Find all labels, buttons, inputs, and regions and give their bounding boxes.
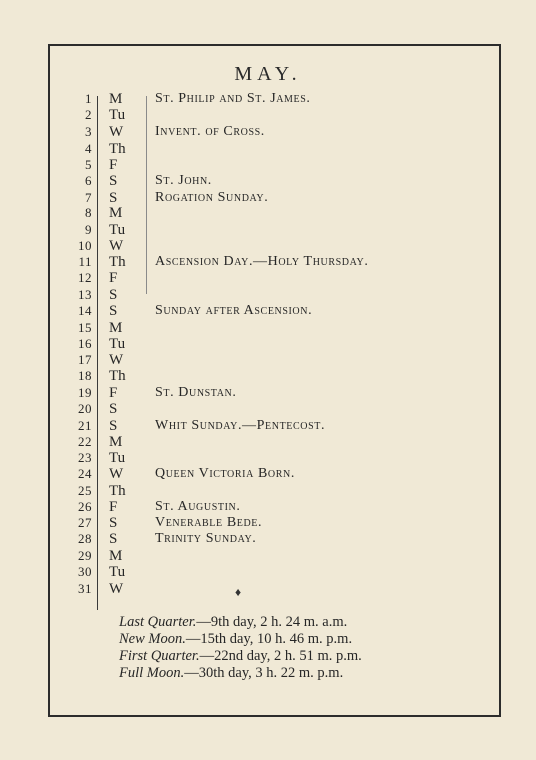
weekday: W — [109, 581, 124, 597]
weekday: Th — [109, 254, 126, 270]
moon-phase-line — [119, 614, 347, 631]
weekday: S — [109, 190, 118, 206]
calendar-row — [0, 581, 536, 597]
moon-phase-detail: —30th day, 3 h. 22 m. p.m. — [184, 665, 344, 681]
event-label: Ascension Day.—Holy Thursday. — [155, 254, 369, 269]
event-label: Invent. of Cross. — [155, 124, 265, 139]
calendar-row — [0, 418, 536, 434]
event-label: St. John. — [155, 173, 212, 188]
calendar-row — [0, 205, 536, 221]
calendar-row — [0, 303, 536, 319]
day-number: 26 — [78, 499, 92, 514]
weekday: Tu — [109, 107, 126, 123]
day-number: 1 — [85, 91, 92, 106]
calendar-row — [0, 548, 536, 564]
moon-phase-detail: —22nd day, 2 h. 51 m. p.m. — [199, 648, 362, 664]
weekday: Tu — [109, 564, 126, 580]
weekday: S — [109, 401, 118, 417]
day-number: 23 — [78, 450, 92, 465]
calendar-row — [0, 320, 536, 336]
day-number: 31 — [78, 581, 92, 596]
weekday: W — [109, 352, 124, 368]
calendar-row — [0, 336, 536, 352]
weekday: M — [109, 320, 123, 336]
moon-phase-line — [119, 631, 352, 648]
day-number: 7 — [85, 190, 92, 205]
month-title: MAY. — [234, 63, 302, 85]
event-label: Whit Sunday.—Pentecost. — [155, 418, 326, 433]
day-number: 5 — [85, 157, 92, 172]
weekday: W — [109, 466, 124, 482]
calendar-row — [0, 157, 536, 173]
day-number: 24 — [78, 466, 92, 481]
event-label: Sunday after Ascension. — [155, 303, 313, 318]
day-number: 21 — [78, 418, 92, 433]
weekday: W — [109, 238, 124, 254]
calendar-row — [0, 190, 536, 206]
day-number: 17 — [78, 352, 92, 367]
weekday: S — [109, 287, 118, 303]
day-number: 2 — [85, 107, 92, 122]
moon-phase-name: Full Moon. — [119, 665, 185, 681]
weekday: M — [109, 205, 123, 221]
calendar-row — [0, 238, 536, 254]
moon-phase-name: Last Quarter. — [119, 614, 197, 630]
weekday: F — [109, 270, 118, 286]
calendar-row — [0, 287, 536, 303]
day-number: 9 — [85, 222, 92, 237]
calendar-row — [0, 222, 536, 238]
calendar-row — [0, 254, 536, 270]
day-number: 27 — [78, 515, 92, 530]
day-number: 16 — [78, 336, 92, 351]
calendar-row — [0, 401, 536, 417]
calendar-row — [0, 141, 536, 157]
weekday: F — [109, 157, 118, 173]
calendar-row — [0, 270, 536, 286]
day-number: 18 — [78, 368, 92, 383]
day-number: 29 — [78, 548, 92, 563]
day-number: 4 — [85, 141, 92, 156]
calendar-row — [0, 91, 536, 107]
moon-phase-name: First Quarter. — [119, 648, 200, 664]
calendar-row — [0, 483, 536, 499]
day-number: 13 — [78, 287, 92, 302]
calendar-row — [0, 124, 536, 140]
event-label: Rogation Sunday. — [155, 190, 269, 205]
day-number: 6 — [85, 173, 92, 188]
calendar-row — [0, 450, 536, 466]
day-number: 14 — [78, 303, 92, 318]
calendar-row — [0, 466, 536, 482]
printer-mark-icon: ♦ — [235, 585, 242, 599]
day-number: 30 — [78, 564, 92, 579]
calendar-row — [0, 499, 536, 515]
calendar-row — [0, 352, 536, 368]
weekday: S — [109, 303, 118, 319]
day-number: 8 — [85, 205, 92, 220]
day-number: 3 — [85, 124, 92, 139]
calendar-row — [0, 531, 536, 547]
moon-phase-detail: —9th day, 2 h. 24 m. a.m. — [196, 614, 348, 630]
weekday: M — [109, 434, 123, 450]
day-number: 15 — [78, 320, 92, 335]
calendar-row — [0, 515, 536, 531]
weekday: F — [109, 499, 118, 515]
event-label: Trinity Sunday. — [155, 531, 257, 546]
day-number: 12 — [78, 270, 92, 285]
weekday: S — [109, 531, 118, 547]
weekday: Th — [109, 483, 126, 499]
day-number: 28 — [78, 531, 92, 546]
calendar-row — [0, 173, 536, 189]
day-number: 11 — [78, 254, 92, 269]
calendar-row — [0, 434, 536, 450]
calendar-row — [0, 368, 536, 384]
weekday: S — [109, 418, 118, 434]
day-number: 19 — [78, 385, 92, 400]
calendar-row — [0, 107, 536, 123]
weekday: S — [109, 515, 118, 531]
calendar-row — [0, 564, 536, 580]
moon-phase-line — [119, 665, 343, 682]
weekday: F — [109, 385, 118, 401]
weekday: Tu — [109, 450, 126, 466]
weekday: M — [109, 548, 123, 564]
moon-phase-name: New Moon. — [119, 631, 186, 647]
weekday: Th — [109, 141, 126, 157]
event-label: St. Dunstan. — [155, 385, 237, 400]
event-label: Queen Victoria Born. — [155, 466, 295, 481]
moon-phase-detail: —15th day, 10 h. 46 m. p.m. — [185, 631, 353, 647]
day-number: 22 — [78, 434, 92, 449]
weekday: S — [109, 173, 118, 189]
day-number: 10 — [78, 238, 92, 253]
weekday: Tu — [109, 222, 126, 238]
event-label: St. Philip and St. James. — [155, 91, 311, 106]
calendar-row — [0, 385, 536, 401]
day-number: 25 — [78, 483, 92, 498]
event-label: Venerable Bede. — [155, 515, 263, 530]
moon-phase-line — [119, 648, 362, 665]
weekday: W — [109, 124, 124, 140]
day-number: 20 — [78, 401, 92, 416]
event-label: St. Augustin. — [155, 499, 241, 514]
weekday: Th — [109, 368, 126, 384]
weekday: M — [109, 91, 123, 107]
weekday: Tu — [109, 336, 126, 352]
